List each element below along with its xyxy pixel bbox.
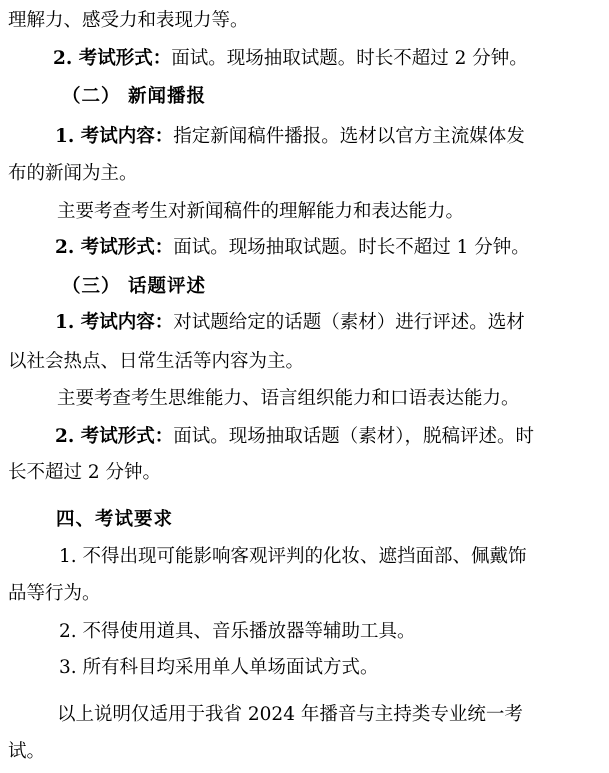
text-line: 1. 考试内容：对试题给定的话题（素材）进行评述。选材 bbox=[55, 312, 525, 333]
item-label: 1. 考试内容： bbox=[55, 126, 174, 147]
text-line: 品等行为。 bbox=[8, 583, 101, 604]
item-label: 2. 考试形式： bbox=[55, 426, 174, 447]
text-line: 理解力、感受力和表现力等。 bbox=[8, 10, 249, 31]
text-line: 2. 考试形式：面试。现场抽取试题。时长不超过 2 分钟。 bbox=[53, 48, 528, 69]
text-line: 2. 考试形式：面试。现场抽取话题（素材），脱稿评述。时 bbox=[55, 426, 535, 447]
text-line: 以社会热点、日常生活等内容为主。 bbox=[8, 351, 305, 372]
section-heading: 四、考试要求 bbox=[56, 509, 174, 530]
section-heading: （三） 话题评述 bbox=[62, 276, 206, 297]
text-line: 长不超过 2 分钟。 bbox=[8, 462, 162, 483]
text-line: 主要考查考生对新闻稿件的理解能力和表达能力。 bbox=[57, 201, 465, 222]
text-line: 1. 考试内容：指定新闻稿件播报。选材以官方主流媒体发 bbox=[55, 126, 525, 147]
text-line: 3. 所有科目均采用单人单场面试方式。 bbox=[59, 657, 379, 678]
text-line: 2. 不得使用道具、音乐播放器等辅助工具。 bbox=[59, 621, 416, 642]
text-line: 以上说明仅适用于我省 2024 年播音与主持类专业统一考 bbox=[57, 704, 523, 725]
text-line: 主要考查考生思维能力、语言组织能力和口语表达能力。 bbox=[57, 388, 520, 409]
item-label: 1. 考试内容： bbox=[55, 312, 174, 333]
text-line: 1. 不得出现可能影响客观评判的化妆、遮挡面部、佩戴饰 bbox=[59, 546, 527, 567]
text-line: 2. 考试形式：面试。现场抽取试题。时长不超过 1 分钟。 bbox=[55, 237, 530, 258]
item-label: 2. 考试形式： bbox=[55, 237, 174, 258]
section-heading: （二） 新闻播报 bbox=[62, 86, 206, 107]
text-line: 布的新闻为主。 bbox=[8, 163, 138, 184]
item-label: 2. 考试形式： bbox=[53, 48, 172, 69]
text-line: 试。 bbox=[8, 741, 46, 762]
